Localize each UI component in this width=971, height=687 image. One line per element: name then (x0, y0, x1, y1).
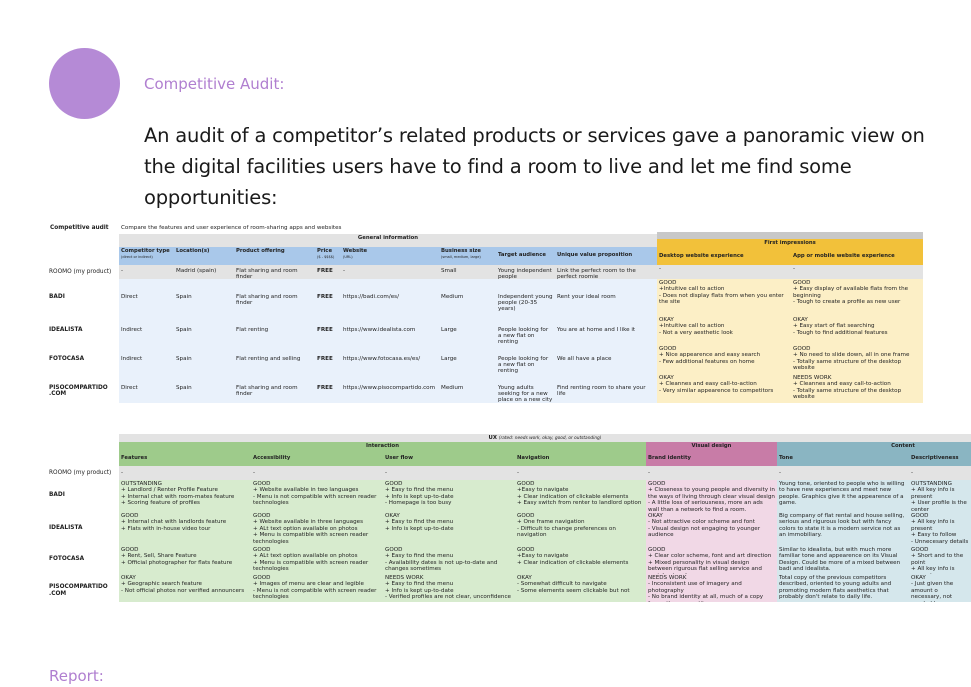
table-cell: GOOD + Internal chat with landlords feature + Flats with in-house video tour (119, 512, 251, 546)
table-cell: Spain (174, 374, 234, 403)
table-cell: Independent young people (20-35 years) (496, 279, 555, 316)
table-cell: - (646, 466, 777, 480)
row-label: ROOMO (my product) (49, 269, 112, 275)
table-cell: Big company of flat rental and house selling, serious and rigurous look but with fancy colors to state it is a modern service not as an immobiliary. (777, 512, 909, 546)
table-cell: NEEDS WORK + Cleannes and easy call-to-action - Totally same structure of the desktop website (791, 374, 923, 403)
decorative-circle (49, 48, 120, 119)
table-cell: Find renting room to share your life (555, 374, 657, 403)
table-cell: Spain (174, 279, 234, 316)
table-cell: Indirect (119, 345, 174, 374)
row-label: BADI (49, 492, 65, 498)
table-cell: GOOD + Clear color scheme, font and art direction + Mixed personality in visual design between rigurous flat selling service and (646, 546, 777, 574)
intro-paragraph: An audit of a competitor’s related products or services gave a panoramic view on the digital facilities users have to find a room to live and let me find some opportunities: (144, 124, 925, 209)
table-cell: GOOD + Images of menu are clear and legible - Menu is not compatible with screen reader technologies (251, 574, 383, 602)
group-content: Content (777, 442, 971, 451)
table-cell: Similar to idealista, but with much more familiar tone and appearence on its Visual Design. Could be more of a mixed between badi and idealista. (777, 546, 909, 574)
table-cell: OKAY + Easy to find the menu + Info is kept up-to-date (383, 512, 515, 546)
table-cell: GOOD + Website available in two languages - Menu is not compatible with screen reader technologies (251, 480, 383, 512)
table-cell: Flat renting and selling (234, 345, 315, 374)
col-target: Target audience (496, 247, 555, 265)
row-label: FOTOCASA (49, 556, 85, 562)
table-cell: Young adults seeking for a new place on a new city (496, 374, 555, 403)
table-cell: https://www.fotocasa.es/es/ (341, 345, 439, 374)
table-cell: GOOD + All key info is present + Easy to follow - Unnecesary details (909, 512, 971, 546)
table-cell: - (909, 466, 971, 480)
table-cell: OKAY + Cleannes and easy call-to-action - Very similar appearence to competitors (657, 374, 791, 403)
table-cell: Large (439, 345, 496, 374)
col-user-flow: User flow (383, 451, 515, 466)
table-cell: FREE (315, 374, 341, 403)
ux-title: UX (rated: needs work, okay, good, or outstanding) (119, 434, 971, 442)
audit-title: Competitive audit (50, 225, 109, 231)
table-cell: - (383, 466, 515, 480)
table-cell: https://badi.com/es/ (341, 279, 439, 316)
table-cell: - (119, 466, 251, 480)
table-cell: Indirect (119, 316, 174, 345)
table-cell: - (515, 466, 646, 480)
col-price: Price ($ - $$$$) (315, 247, 341, 265)
table-cell: NEEDS WORK + Easy to find the menu + Info is kept up-to-date - Verified profiles are not clear, unconfidence (383, 574, 515, 602)
col-features: Features (119, 451, 251, 466)
table-cell: FREE (315, 265, 341, 279)
table-cell: Spain (174, 316, 234, 345)
table-cell: GOOD + Rent, Sell, Share Feature + Official photographer for flats feature (119, 546, 251, 574)
table-cell: - (657, 265, 791, 279)
table-cell: OKAY +Intuitive call to action - Not a very aesthetic look (657, 316, 791, 345)
table-cell: GOOD +Easy to navigate + Clear indication of clickable elements + Easy switch from renter to landlord option (515, 480, 646, 512)
table-cell: GOOD + Easy display of available flats from the beginning - Tough to create a profile as new user (791, 279, 923, 316)
row-label: PISOCOMPARTIDO .COM (49, 384, 108, 398)
col-website: Website (URL) (341, 247, 439, 265)
group-spacer (657, 232, 923, 239)
col-navigation: Navigation (515, 451, 646, 466)
table-cell: Flat sharing and room finder (234, 265, 315, 279)
audit-description: Compare the features and user experience of room-sharing apps and websites (121, 225, 342, 231)
row-label: ROOMO (my product) (49, 470, 112, 476)
table-cell: Flat sharing and room finder (234, 279, 315, 316)
table-cell: - (119, 265, 174, 279)
col-descriptiveness: Descriptiveness (909, 451, 971, 466)
table-cell: Madrid (spain) (174, 265, 234, 279)
table-cell: Direct (119, 279, 174, 316)
table-cell: GOOD + Easy to find the menu + Info is kept up-to-date - Homepage is too busy (383, 480, 515, 512)
col-uvp: Unique value proposition (555, 247, 657, 265)
col-brand-identity: Brand identity (646, 451, 777, 466)
table-cell: OKAY + Easy start of flat searching - Tough to find additional features (791, 316, 923, 345)
table-cell: We all have a place (555, 345, 657, 374)
table-cell: Medium (439, 279, 496, 316)
row-label: PISOCOMPARTIDO .COM (49, 584, 108, 597)
col-accessibility: Accessibility (251, 451, 383, 466)
table-cell: GOOD +Intuitive call to action - Does not display flats from when you enter the site (657, 279, 791, 316)
table-cell: - (777, 466, 909, 480)
table-cell: OUTSTANDING + Landlord / Renter Profile Feature + Internal chat with room-mates feature + Scoring feature of profiles (119, 480, 251, 512)
table-cell: GOOD + Closeness to young people and diversity in the ways of living through clear visual design - A little loss of seriousness, more an ads wall than a network to find a room. (646, 480, 777, 512)
table-cell: GOOD + One frame navigation - Difficult to change preferences on navigation (515, 512, 646, 546)
section-title: Competitive Audit: (144, 75, 285, 93)
table-cell: Small (439, 265, 496, 279)
table-cell: - (791, 265, 923, 279)
col-tone: Tone (777, 451, 909, 466)
table-cell: You are at home and I like it (555, 316, 657, 345)
table-cell: https://www.idealista.com (341, 316, 439, 345)
table-cell: OKAY - Not attractive color scheme and font - Visual design not engaging to younger audience (646, 512, 777, 546)
group-first-impressions: First impressions (657, 239, 923, 248)
table-cell: FREE (315, 316, 341, 345)
table-cell: Total copy of the previous competitors described, oriented to young adults and promoting modern flats aesthetics that probably don't relate to daily life. (777, 574, 909, 602)
table-cell: - (251, 466, 383, 480)
table-cell: People looking for a new flat on renting (496, 345, 555, 374)
row-label: BADI (49, 293, 65, 300)
row-label: FOTOCASA (49, 355, 85, 362)
row-label: IDEALISTA (49, 326, 83, 333)
table-cell: FREE (315, 279, 341, 316)
table-cell: GOOD + No need to slide down, all in one frame - Totally same structure of the desktop website (791, 345, 923, 374)
table-cell: Direct (119, 374, 174, 403)
table-cell: GOOD + ALt text option available on photos + Menu is compatible with screen reader technologies (251, 546, 383, 574)
table-cell: Flat renting (234, 316, 315, 345)
col-business-size: Business size (small, medium, large) (439, 247, 496, 265)
table-cell: Rent your ideal room (555, 279, 657, 316)
table-cell: OUTSTANDING + All key info is present + User profile is the center (909, 480, 971, 512)
group-visual-design: Visual design (646, 442, 777, 451)
table-cell: OKAY + Geographic search feature - Not official photos nor verified announcers (119, 574, 251, 602)
col-desktop: Desktop website experience (657, 248, 791, 265)
col-location: Location(s) (174, 247, 234, 265)
table-cell: GOOD + Nice appearence and easy search - Few additional features on home (657, 345, 791, 374)
table-cell: GOOD + Website available in three languages + ALt text option available on photos + Menu is compatible with screen reader technologies (251, 512, 383, 546)
table-cell: OKAY - Somewhat difficult to navigate - Some elements seem clickable but not (515, 574, 646, 602)
table-cell: OKAY - Just given the amount o necessary, not (909, 574, 971, 602)
table-cell: NEEDS WORK - Inconsistent use of imagery and photography - No brand identity at all, much of a copy (646, 574, 777, 602)
table-cell: https://www.pisocompartido.com (341, 374, 439, 403)
table-cell: GOOD + Easy to find the menu - Availability dates is not up-to-date and changes sometimes (383, 546, 515, 574)
table-cell: Link the perfect room to the perfect roomie (555, 265, 657, 279)
row-label: IDEALISTA (49, 525, 83, 531)
table-cell: GOOD +Easy to navigate + Clear indication of clickable elements (515, 546, 646, 574)
report-title: Report: (49, 667, 104, 685)
col-competitor-type: Competitor type (direct or indirect) (119, 247, 174, 265)
table-cell: Spain (174, 345, 234, 374)
col-product: Product offering (234, 247, 315, 265)
group-interaction: Interaction (119, 442, 646, 451)
group-general-info: General information (119, 234, 657, 247)
table-cell: GOOD + Short and to the point + All key info is (909, 546, 971, 574)
table-cell: Large (439, 316, 496, 345)
table-cell: Young tone, oriented to people who is willing to have new experiences and meet new people. Graphics give it the appearence of a game. (777, 480, 909, 512)
table-cell: Medium (439, 374, 496, 403)
col-app: App or mobile website experience (791, 248, 923, 265)
table-cell: FREE (315, 345, 341, 374)
table-cell: - (341, 265, 439, 279)
table-cell: Flat sharing and room finder (234, 374, 315, 403)
table-cell: Young independent people (496, 265, 555, 279)
table-cell: People looking for a new flat on renting (496, 316, 555, 345)
